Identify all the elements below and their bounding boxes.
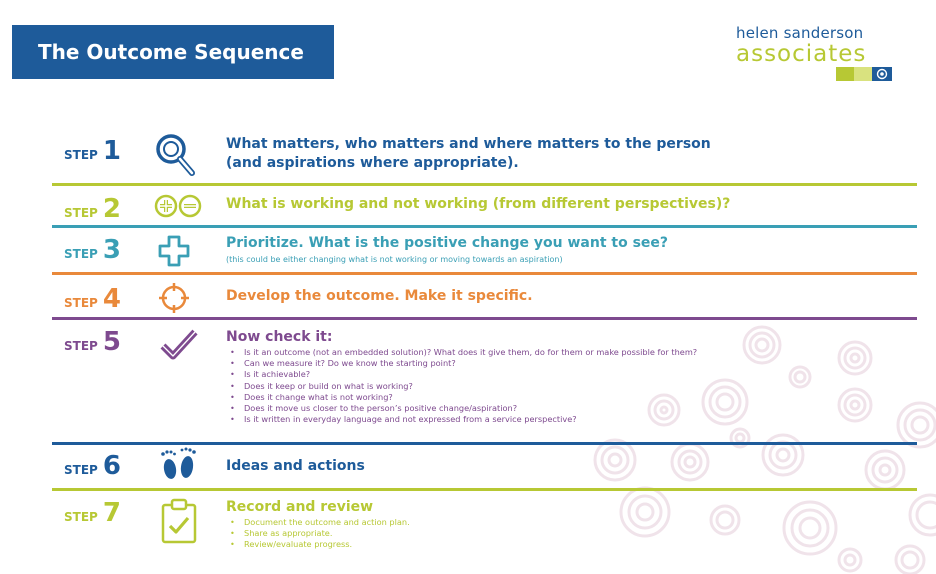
checklist-item: • Is it written in everyday language and not expressed from a service perspective? xyxy=(226,414,697,425)
checklist-item: • Does it keep or build on what is working? xyxy=(226,381,697,392)
step-3 xyxy=(64,235,917,269)
logo-text-bottom: associates xyxy=(736,41,867,67)
checklist-item: • Does it change what is not working? xyxy=(226,392,697,403)
step-5-checklist xyxy=(226,347,697,425)
divider-3 xyxy=(52,272,917,275)
step-7-label: STEP 7 xyxy=(64,498,121,528)
step-2-label: STEP 2 xyxy=(64,194,121,224)
divider-2 xyxy=(52,225,917,228)
plus-minus-icon xyxy=(154,194,210,218)
step-6 xyxy=(64,451,917,481)
checklist-item: • Can we measure it? Do we know the starting point? xyxy=(226,358,697,369)
list-item: • Review/evaluate progress. xyxy=(226,539,410,550)
step-2 xyxy=(64,194,917,224)
page-title: The Outcome Sequence xyxy=(12,25,334,79)
step-1-heading-line-1: What matters, who matters and where matters to the person xyxy=(226,136,711,152)
step-3-label: STEP 3 xyxy=(64,235,121,265)
step-1-heading-line-2: (and aspirations where appropriate). xyxy=(226,155,519,171)
step-1-label: STEP 1 xyxy=(64,136,121,166)
step-2-heading: What is working and not working (from different perspectives)? xyxy=(226,196,731,212)
step-4-heading: Develop the outcome. Make it specific. xyxy=(226,288,533,304)
checkmark-icon xyxy=(160,327,198,361)
step-5 xyxy=(64,327,917,437)
company-logo xyxy=(736,24,896,84)
step-7-list xyxy=(226,517,410,551)
step-5-label: STEP 5 xyxy=(64,327,121,357)
checklist-item: • Is it an outcome (not an embedded solution)? What does it give them, do for them or make possible for them? xyxy=(226,347,697,358)
step-7 xyxy=(64,498,917,558)
magnifier-icon xyxy=(154,132,198,178)
footprints-icon xyxy=(158,447,198,483)
checklist-item: • Does it move us closer to the person’s positive change/aspiration? xyxy=(226,403,697,414)
step-1 xyxy=(64,136,917,180)
list-item: • Share as appropriate. xyxy=(226,528,410,539)
logo-text-top: helen sanderson xyxy=(736,24,864,42)
divider-4 xyxy=(52,317,917,320)
divider-5 xyxy=(52,442,917,445)
divider-6 xyxy=(52,488,917,491)
divider-1 xyxy=(52,183,917,186)
step-6-label: STEP 6 xyxy=(64,451,121,481)
step-4-label: STEP 4 xyxy=(64,284,121,314)
target-icon xyxy=(158,282,190,314)
checklist-item: • Is it achievable? xyxy=(226,369,697,380)
step-3-subtext: (this could be either changing what is not working or moving towards an aspiration) xyxy=(226,255,563,264)
list-item: • Document the outcome and action plan. xyxy=(226,517,410,528)
clipboard-check-icon xyxy=(160,498,198,544)
logo-blocks-icon xyxy=(836,67,892,81)
step-6-heading: Ideas and actions xyxy=(226,458,365,474)
step-7-heading: Record and review xyxy=(226,499,374,515)
step-4 xyxy=(64,284,917,314)
cross-outline-icon xyxy=(158,235,190,267)
step-5-heading: Now check it: xyxy=(226,329,333,345)
step-3-heading: Prioritize. What is the positive change you want to see? xyxy=(226,235,669,251)
